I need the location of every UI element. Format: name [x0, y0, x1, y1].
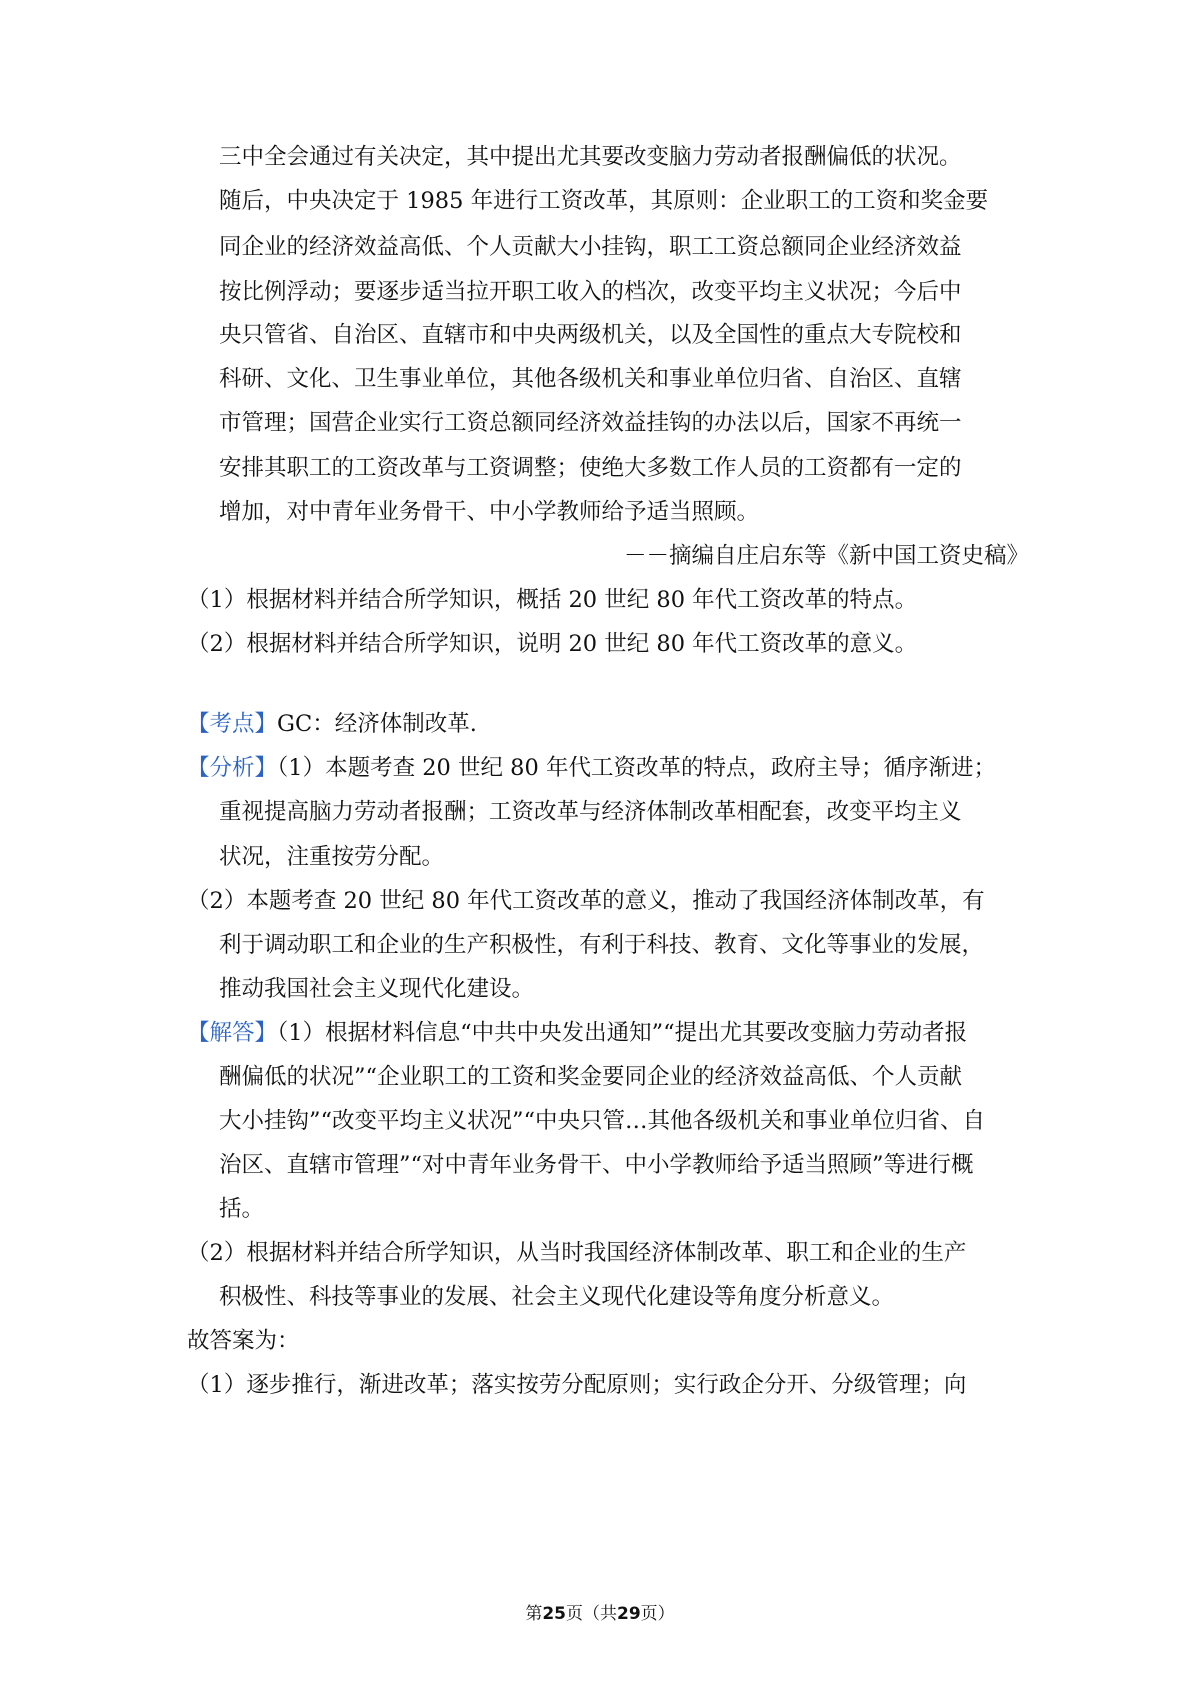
- kaodian-line: [187, 709, 1029, 739]
- fenxi-line: 利于调动职工和企业的生产积极性，有利于科技、教育、文化等事业的发展，: [219, 932, 985, 958]
- material-line: 市管理；国营企业实行工资总额同经济效益挂钩的办法以后，国家不再统一: [219, 410, 962, 436]
- material-line: 增加，对中青年业务骨干、中小学教师给予适当照顾。: [219, 499, 760, 525]
- fenxi-line: 推动我国社会主义现代化建设。: [219, 976, 535, 1002]
- jieda-line: （2）根据材料并结合所学知识，从当时我国经济体制改革、职工和企业的生产: [187, 1240, 967, 1266]
- answer-1: （1）逐步推行，渐进改革；落实按劳分配原则；实行政企分开、分级管理；向: [187, 1372, 967, 1398]
- footer-middle: 页（共: [566, 1604, 617, 1624]
- material-line: 三中全会通过有关决定，其中提出尤其要改变脑力劳动者报酬偏低的状况。: [219, 144, 962, 170]
- jieda-tag: 【解答】: [187, 1020, 278, 1046]
- jieda-line: 治区、直辖市管理”“对中青年业务骨干、中小学教师给予适当照顾”等进行概: [219, 1152, 974, 1178]
- footer-page-number: 25: [542, 1604, 566, 1624]
- material-line: 随后，中央决定于 1985 年进行工资改革，其原则：企业职工的工资和奖金要: [219, 188, 989, 214]
- fenxi-line: 状况，注重按劳分配。: [219, 844, 445, 870]
- fenxi-tag: 【分析】: [187, 755, 278, 781]
- kaodian-tag: 【考点】: [187, 711, 278, 737]
- material-line: 科研、文化、卫生事业单位，其他各级机关和事业单位归省、自治区、直辖: [219, 366, 962, 392]
- jieda-p1-first: （1）根据材料信息“中共中央发出通知”“提出尤其要改变脑力劳动者报: [277, 1020, 968, 1046]
- material-line: 安排其职工的工资改革与工资调整；使绝大多数工作人员的工资都有一定的: [219, 455, 962, 481]
- material-line: 央只管省、自治区、直辖市和中央两级机关，以及全国性的重点大专院校和: [219, 322, 962, 348]
- material-line: 同企业的经济效益高低、个人贡献大小挂钩，职工工资总额同企业经济效益: [219, 234, 962, 260]
- fenxi-line: （2）本题考查 20 世纪 80 年代工资改革的意义，推动了我国经济体制改革，有: [187, 888, 985, 914]
- jieda-line: [187, 1018, 1029, 1048]
- material-source: －－摘编自庄启东等《新中国工资史稿》: [623, 543, 1029, 569]
- material-line: 按比例浮动；要逐步适当拉开职工收入的档次，改变平均主义状况；今后中: [219, 279, 962, 305]
- footer-total-pages: 29: [617, 1604, 641, 1624]
- question-1: （1）根据材料并结合所学知识，概括 20 世纪 80 年代工资改革的特点。: [187, 587, 918, 613]
- jieda-line: 积极性、科技等事业的发展、社会主义现代化建设等角度分析意义。: [219, 1284, 895, 1310]
- kaodian-text: GC：经济体制改革.: [277, 711, 477, 737]
- jieda-line: 酬偏低的状况”“企业职工的工资和奖金要同企业的经济效益高低、个人贡献: [219, 1064, 963, 1090]
- footer-prefix: 第: [525, 1604, 543, 1624]
- page-footer: [0, 1603, 1200, 1625]
- footer-suffix: 页）: [640, 1604, 675, 1624]
- fenxi-line: 重视提高脑力劳动者报酬；工资改革与经济体制改革相配套，改变平均主义: [219, 799, 962, 825]
- jieda-line: 括。: [219, 1196, 265, 1222]
- question-2: （2）根据材料并结合所学知识，说明 20 世纪 80 年代工资改革的意义。: [187, 631, 918, 657]
- answer-intro: 故答案为：: [187, 1328, 300, 1354]
- fenxi-line: [187, 753, 1029, 783]
- jieda-line: 大小挂钩”“改变平均主义状况”“中央只管…其他各级机关和事业单位归省、自: [219, 1108, 986, 1134]
- fenxi-p1-first: （1）本题考查 20 世纪 80 年代工资改革的特点，政府主导；循序渐进；: [277, 755, 996, 781]
